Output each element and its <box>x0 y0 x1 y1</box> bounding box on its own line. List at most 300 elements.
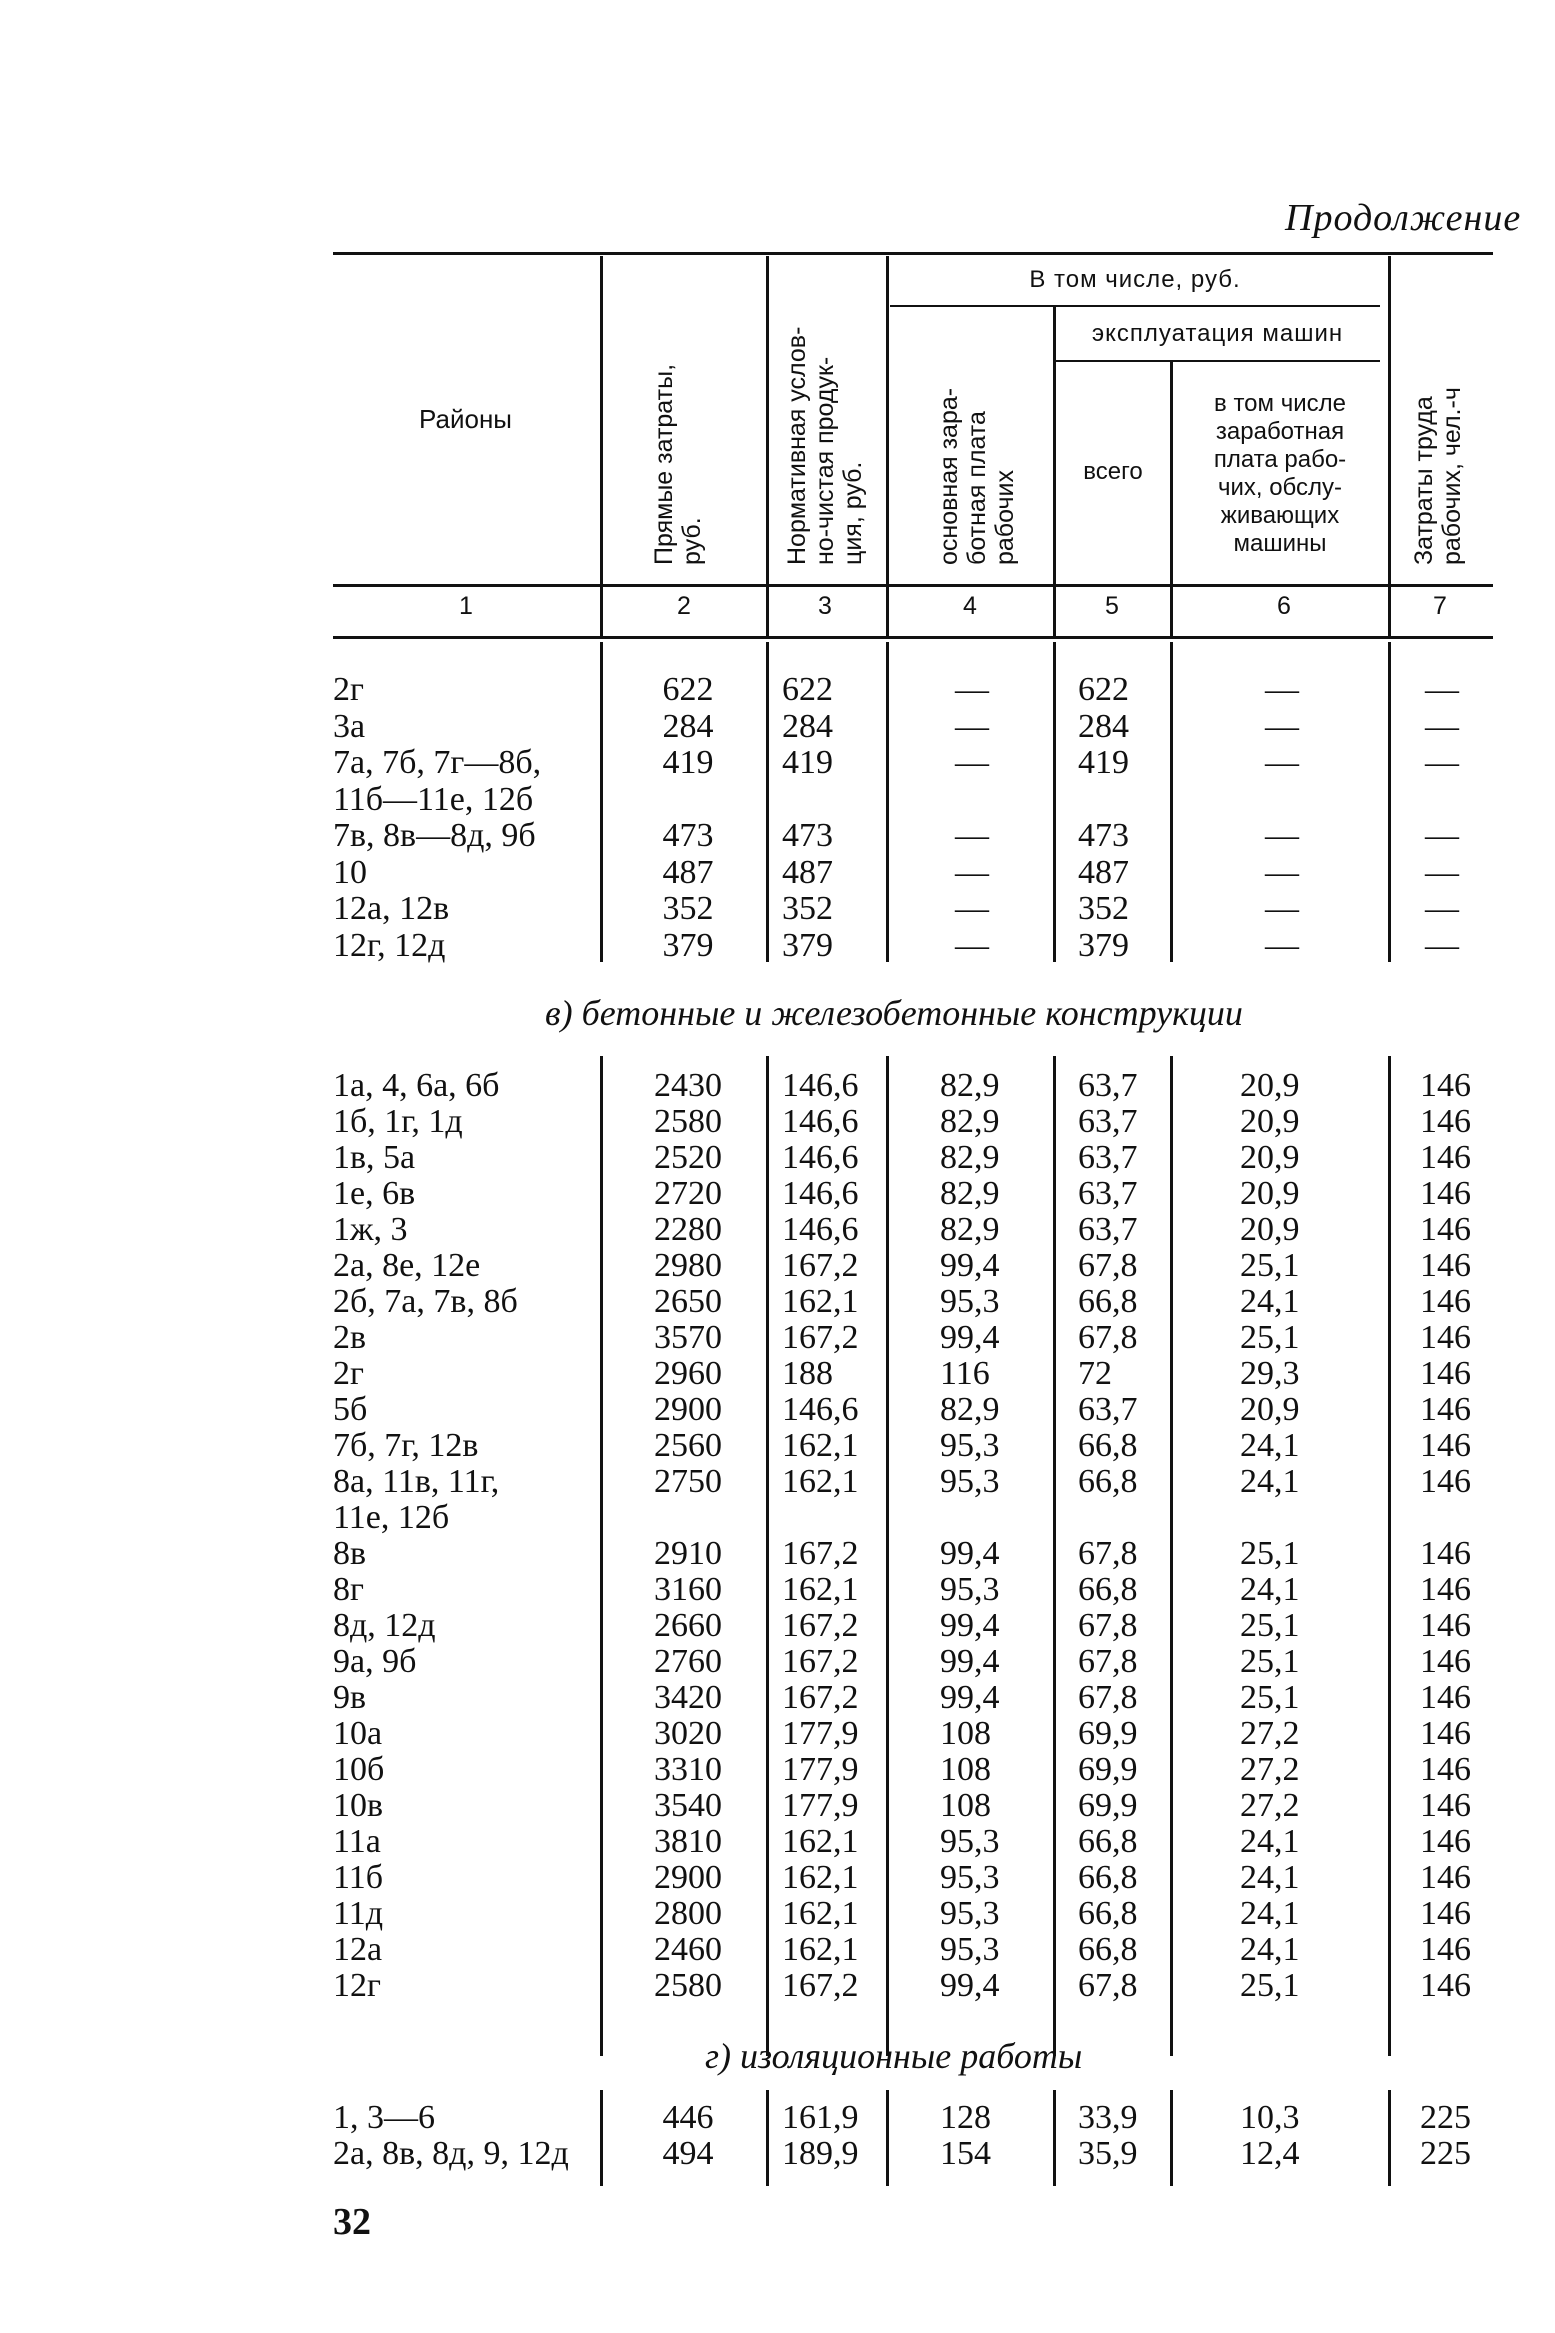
direct-costs-cell: 3540 <box>654 1787 722 1824</box>
table-row <box>0 1860 1555 1896</box>
labor-cost-cell: 146 <box>1420 1895 1471 1932</box>
base-wage-cell: 82,9 <box>940 1103 1000 1140</box>
base-wage-cell: 82,9 <box>940 1139 1000 1176</box>
machine-total-cell: 35,9 <box>1078 2135 1138 2172</box>
normative-product-cell: 162,1 <box>782 1859 859 1896</box>
base-wage-cell: — <box>955 671 989 708</box>
normative-product-cell: 161,9 <box>782 2099 859 2136</box>
labor-cost-cell: 146 <box>1420 1175 1471 1212</box>
direct-costs-cell: 2430 <box>654 1067 722 1104</box>
machine-wage-cell: 25,1 <box>1240 1643 1300 1680</box>
machine-total-cell: 66,8 <box>1078 1931 1138 1968</box>
direct-costs-cell: 352 <box>662 890 714 927</box>
region-cell: 12г <box>333 1967 381 2004</box>
labor-cost-cell: — <box>1425 707 1459 745</box>
labor-cost-cell: 146 <box>1420 1679 1471 1716</box>
subgroup-rule <box>1055 360 1380 362</box>
machine-wage-cell: 24,1 <box>1240 1427 1300 1464</box>
normative-product-cell: 146,6 <box>782 1103 859 1140</box>
direct-costs-cell: 3420 <box>654 1679 722 1716</box>
region-cell: 10в <box>333 1787 384 1824</box>
base-wage-cell: 95,3 <box>940 1427 1000 1464</box>
base-wage-cell: 108 <box>940 1751 991 1788</box>
region-cell: 1, 3—6 <box>333 2099 435 2136</box>
table-row <box>0 1968 1555 2004</box>
machine-wage-cell: 27,2 <box>1240 1751 1300 1788</box>
base-wage-cell: 82,9 <box>940 1175 1000 1212</box>
direct-costs-cell: 494 <box>662 2135 714 2172</box>
header-regions: Районы <box>419 404 512 434</box>
labor-cost-cell: 146 <box>1420 1535 1471 1572</box>
region-cell: 5б <box>333 1391 368 1428</box>
table-row <box>0 709 1555 745</box>
normative-product-cell: 162,1 <box>782 1463 859 1500</box>
base-wage-cell: 95,3 <box>940 1931 1000 1968</box>
table-row <box>0 1572 1555 1608</box>
normative-product-cell: 473 <box>782 817 833 854</box>
labor-cost-cell: 146 <box>1420 1859 1471 1896</box>
column-number: 2 <box>677 592 691 620</box>
labor-cost-cell: 146 <box>1420 1643 1471 1680</box>
region-cell: 2а, 8в, 8д, 9, 12д <box>333 2135 569 2172</box>
direct-costs-cell: 3160 <box>654 1571 722 1608</box>
machine-total-cell: 622 <box>1078 671 1129 708</box>
machine-wage-cell: 27,2 <box>1240 1715 1300 1752</box>
base-wage-cell: — <box>955 707 989 745</box>
header-normative-product: Нормативная услов- но-чистая продук- ция, руб. <box>783 326 867 565</box>
labor-cost-cell: 146 <box>1420 1103 1471 1140</box>
base-wage-cell: 116 <box>940 1355 990 1392</box>
machine-wage-cell: 29,3 <box>1240 1355 1300 1392</box>
region-cell: 2г <box>333 671 364 708</box>
normative-product-cell: 162,1 <box>782 1283 859 1320</box>
machine-wage-cell: 24,1 <box>1240 1859 1300 1896</box>
labor-cost-cell: — <box>1425 926 1459 964</box>
machine-total-cell: 63,7 <box>1078 1067 1138 1104</box>
direct-costs-cell: 419 <box>662 744 714 781</box>
direct-costs-cell: 284 <box>662 707 714 745</box>
machine-wage-cell: 20,9 <box>1240 1175 1300 1212</box>
normative-product-cell: 487 <box>782 853 833 891</box>
table-row <box>0 1788 1555 1824</box>
machine-total-cell: 352 <box>1078 890 1129 927</box>
machine-total-cell: 66,8 <box>1078 1463 1138 1500</box>
group-rule <box>890 305 1380 307</box>
machine-wage-cell: 20,9 <box>1240 1103 1300 1140</box>
machine-total-cell: 63,7 <box>1078 1391 1138 1428</box>
machine-wage-cell: — <box>1265 707 1299 745</box>
base-wage-cell: 95,3 <box>940 1283 1000 1320</box>
machine-wage-cell: — <box>1265 926 1299 964</box>
column-number: 6 <box>1277 592 1291 620</box>
region-cell: 8а, 11в, 11г, <box>333 1463 500 1500</box>
normative-product-cell: 167,2 <box>782 1679 859 1716</box>
normative-product-cell: 146,6 <box>782 1139 859 1176</box>
machine-total-cell: 67,8 <box>1078 1679 1138 1716</box>
direct-costs-cell: 487 <box>662 853 714 891</box>
column-number: 4 <box>963 592 977 620</box>
machine-total-cell: 63,7 <box>1078 1139 1138 1176</box>
region-cell: 10 <box>333 853 367 891</box>
machine-wage-cell: — <box>1265 853 1299 891</box>
machine-total-cell: 33,9 <box>1078 2099 1138 2136</box>
machine-wage-cell: 24,1 <box>1240 1283 1300 1320</box>
table-row <box>0 672 1555 708</box>
normative-product-cell: 167,2 <box>782 1247 859 1284</box>
direct-costs-cell: 2760 <box>654 1643 722 1680</box>
region-cell: 2в <box>333 1319 367 1356</box>
direct-costs-cell: 3020 <box>654 1715 722 1752</box>
table-row <box>0 1680 1555 1716</box>
base-wage-cell: — <box>955 926 989 964</box>
base-wage-cell: 128 <box>940 2099 991 2136</box>
header-machine-wage: в том числе заработная плата рабо- чих, обслу- живающих машины <box>1213 390 1347 557</box>
machine-wage-cell: 24,1 <box>1240 1463 1300 1500</box>
column-number: 5 <box>1105 592 1119 620</box>
column-number: 1 <box>459 592 473 620</box>
region-cell: 3а <box>333 707 366 745</box>
labor-cost-cell: 146 <box>1420 1463 1471 1500</box>
labor-cost-cell: 146 <box>1420 1391 1471 1428</box>
normative-product-cell: 167,2 <box>782 1319 859 1356</box>
labor-cost-cell: 146 <box>1420 1427 1471 1464</box>
header-vline <box>1053 307 1056 636</box>
direct-costs-cell: 2650 <box>654 1283 722 1320</box>
header-machine-operation: эксплуатация машин <box>1091 320 1344 347</box>
labor-cost-cell: 225 <box>1420 2099 1471 2136</box>
normative-product-cell: 146,6 <box>782 1067 859 1104</box>
machine-total-cell: 67,8 <box>1078 1535 1138 1572</box>
normative-product-cell: 352 <box>782 890 833 927</box>
table-row <box>0 928 1555 964</box>
table-row <box>0 1284 1555 1320</box>
direct-costs-cell: 622 <box>662 671 714 708</box>
region-cell: 1б, 1г, 1д <box>333 1103 463 1140</box>
base-wage-cell: 108 <box>940 1787 991 1824</box>
machine-total-cell: 66,8 <box>1078 1859 1138 1896</box>
table-row <box>0 1212 1555 1248</box>
table-row <box>0 2100 1555 2136</box>
machine-total-cell: 63,7 <box>1078 1211 1138 1248</box>
region-cell: 12г, 12д <box>333 926 446 964</box>
header-base-wage: основная зара- ботная плата рабочих <box>935 387 1019 565</box>
table-row <box>0 782 1555 818</box>
section-v-title: в) бетонные и железобетонные конструкции <box>545 993 1243 1033</box>
base-wage-cell: 99,4 <box>940 1967 1000 2004</box>
table-row <box>0 1500 1555 1536</box>
machine-wage-cell: 25,1 <box>1240 1319 1300 1356</box>
header-bottom-rule <box>333 584 1493 587</box>
machine-total-cell: 66,8 <box>1078 1895 1138 1932</box>
base-wage-cell: — <box>955 744 989 781</box>
direct-costs-cell: 2910 <box>654 1535 722 1572</box>
table-row <box>0 1608 1555 1644</box>
machine-wage-cell: 25,1 <box>1240 1967 1300 2004</box>
table-row <box>0 1536 1555 1572</box>
table-row <box>0 1320 1555 1356</box>
page-number: 32 <box>333 2201 371 2243</box>
machine-wage-cell: 27,2 <box>1240 1787 1300 1824</box>
labor-cost-cell: — <box>1425 890 1459 927</box>
labor-cost-cell: 146 <box>1420 1823 1471 1860</box>
direct-costs-cell: 2750 <box>654 1463 722 1500</box>
base-wage-cell: — <box>955 817 989 854</box>
normative-product-cell: 419 <box>782 744 833 781</box>
labor-cost-cell: — <box>1425 853 1459 891</box>
table-row <box>0 1068 1555 1104</box>
header-labor-costs: Затраты труда рабочих, чел.-ч <box>1410 387 1466 565</box>
labor-cost-cell: 146 <box>1420 1283 1471 1320</box>
base-wage-cell: 95,3 <box>940 1463 1000 1500</box>
direct-costs-cell: 446 <box>662 2099 714 2136</box>
direct-costs-cell: 2900 <box>654 1391 722 1428</box>
table-row <box>0 1896 1555 1932</box>
machine-wage-cell: 24,1 <box>1240 1823 1300 1860</box>
region-cell: 11е, 12б <box>333 1499 450 1536</box>
normative-product-cell: 622 <box>782 671 833 708</box>
direct-costs-cell: 3310 <box>654 1751 722 1788</box>
region-cell: 1ж, 3 <box>333 1211 408 1248</box>
table-row <box>0 1104 1555 1140</box>
machine-total-cell: 63,7 <box>1078 1175 1138 1212</box>
machine-total-cell: 72 <box>1078 1355 1112 1392</box>
normative-product-cell: 167,2 <box>782 1535 859 1572</box>
header-top-rule <box>333 252 1493 255</box>
machine-wage-cell: 24,1 <box>1240 1895 1300 1932</box>
column-number: 7 <box>1433 592 1447 620</box>
base-wage-cell: 99,4 <box>940 1247 1000 1284</box>
machine-total-cell: 69,9 <box>1078 1787 1138 1824</box>
labor-cost-cell: 146 <box>1420 1355 1471 1392</box>
normative-product-cell: 177,9 <box>782 1751 859 1788</box>
region-cell: 10а <box>333 1715 383 1752</box>
machine-wage-cell: 20,9 <box>1240 1139 1300 1176</box>
header-direct-costs: Прямые затраты, руб. <box>650 363 706 565</box>
header-total: всего <box>1083 458 1143 485</box>
machine-total-cell: 67,8 <box>1078 1247 1138 1284</box>
direct-costs-cell: 473 <box>662 817 714 854</box>
base-wage-cell: — <box>955 853 989 891</box>
machine-total-cell: 67,8 <box>1078 1319 1138 1356</box>
column-number: 3 <box>818 592 832 620</box>
machine-wage-cell: 24,1 <box>1240 1931 1300 1968</box>
machine-total-cell: 67,8 <box>1078 1607 1138 1644</box>
region-cell: 1е, 6в <box>333 1175 416 1212</box>
table-row <box>0 818 1555 854</box>
labor-cost-cell: 146 <box>1420 1211 1471 1248</box>
header-vline <box>886 256 889 636</box>
table-row <box>0 1644 1555 1680</box>
machine-wage-cell: 20,9 <box>1240 1211 1300 1248</box>
region-cell: 2г <box>333 1355 364 1392</box>
labor-cost-cell: — <box>1425 817 1459 854</box>
machine-total-cell: 66,8 <box>1078 1823 1138 1860</box>
direct-costs-cell: 2580 <box>654 1103 722 1140</box>
base-wage-cell: 99,4 <box>940 1607 1000 1644</box>
normative-product-cell: 162,1 <box>782 1931 859 1968</box>
table-row <box>0 891 1555 927</box>
machine-wage-cell: — <box>1265 890 1299 927</box>
region-cell: 7а, 7б, 7г—8б, <box>333 744 542 781</box>
region-cell: 11б <box>333 1859 384 1896</box>
table-row <box>0 1464 1555 1500</box>
direct-costs-cell: 3810 <box>654 1823 722 1860</box>
table-row <box>0 1176 1555 1212</box>
machine-wage-cell: 25,1 <box>1240 1247 1300 1284</box>
normative-product-cell: 162,1 <box>782 1895 859 1932</box>
machine-total-cell: 66,8 <box>1078 1571 1138 1608</box>
header-vline <box>766 256 769 636</box>
header-vline <box>1170 362 1173 636</box>
table-row <box>0 2136 1555 2172</box>
machine-wage-cell: 10,3 <box>1240 2099 1300 2136</box>
normative-product-cell: 162,1 <box>782 1823 859 1860</box>
region-cell: 8г <box>333 1571 364 1608</box>
normative-product-cell: 167,2 <box>782 1643 859 1680</box>
table-row <box>0 1824 1555 1860</box>
labor-cost-cell: 146 <box>1420 1967 1471 2004</box>
normative-product-cell: 177,9 <box>782 1715 859 1752</box>
base-wage-cell: 95,3 <box>940 1859 1000 1896</box>
base-wage-cell: 82,9 <box>940 1211 1000 1248</box>
machine-total-cell: 419 <box>1078 744 1129 781</box>
region-cell: 8в <box>333 1535 367 1572</box>
normative-product-cell: 167,2 <box>782 1967 859 2004</box>
table-row <box>0 1356 1555 1392</box>
machine-total-cell: 63,7 <box>1078 1103 1138 1140</box>
region-cell: 7в, 8в—8д, 9б <box>333 817 536 854</box>
labor-cost-cell: 146 <box>1420 1571 1471 1608</box>
region-cell: 2а, 8е, 12е <box>333 1247 481 1284</box>
machine-total-cell: 284 <box>1078 707 1129 745</box>
labor-cost-cell: 146 <box>1420 1787 1471 1824</box>
region-cell: 12а <box>333 1931 383 1968</box>
base-wage-cell: 95,3 <box>940 1895 1000 1932</box>
table-row <box>0 1392 1555 1428</box>
labor-cost-cell: 146 <box>1420 1751 1471 1788</box>
direct-costs-cell: 2900 <box>654 1859 722 1896</box>
normative-product-cell: 189,9 <box>782 2135 859 2172</box>
normative-product-cell: 146,6 <box>782 1391 859 1428</box>
machine-wage-cell: 20,9 <box>1240 1067 1300 1104</box>
base-wage-cell: 95,3 <box>940 1823 1000 1860</box>
normative-product-cell: 146,6 <box>782 1211 859 1248</box>
table-row <box>0 1716 1555 1752</box>
region-cell: 8д, 12д <box>333 1607 436 1644</box>
machine-wage-cell: 20,9 <box>1240 1391 1300 1428</box>
machine-total-cell: 66,8 <box>1078 1283 1138 1320</box>
base-wage-cell: 95,3 <box>940 1571 1000 1608</box>
table-row <box>0 1932 1555 1968</box>
labor-cost-cell: 225 <box>1420 2135 1471 2172</box>
base-wage-cell: 82,9 <box>940 1391 1000 1428</box>
table-row <box>0 745 1555 781</box>
region-cell: 10б <box>333 1751 385 1788</box>
machine-total-cell: 67,8 <box>1078 1967 1138 2004</box>
header-vline <box>600 256 603 636</box>
direct-costs-cell: 2800 <box>654 1895 722 1932</box>
direct-costs-cell: 2460 <box>654 1931 722 1968</box>
region-cell: 11а <box>333 1823 381 1860</box>
table-row <box>0 1428 1555 1464</box>
direct-costs-cell: 2280 <box>654 1211 722 1248</box>
base-wage-cell: 99,4 <box>940 1535 1000 1572</box>
machine-total-cell: 67,8 <box>1078 1643 1138 1680</box>
region-cell: 7б, 7г, 12в <box>333 1427 479 1464</box>
region-cell: 9а, 9б <box>333 1643 417 1680</box>
normative-product-cell: 177,9 <box>782 1787 859 1824</box>
table-row <box>0 1752 1555 1788</box>
machine-wage-cell: 24,1 <box>1240 1571 1300 1608</box>
normative-product-cell: 162,1 <box>782 1571 859 1608</box>
machine-total-cell: 66,8 <box>1078 1427 1138 1464</box>
base-wage-cell: 108 <box>940 1715 991 1752</box>
base-wage-cell: 154 <box>940 2135 991 2172</box>
region-cell: 11б—11е, 12б <box>333 780 534 818</box>
labor-cost-cell: 146 <box>1420 1931 1471 1968</box>
table-row <box>0 1140 1555 1176</box>
region-cell: 11д <box>333 1895 384 1932</box>
direct-costs-cell: 2560 <box>654 1427 722 1464</box>
base-wage-cell: 99,4 <box>940 1643 1000 1680</box>
table-row <box>0 1248 1555 1284</box>
machine-wage-cell: 12,4 <box>1240 2135 1300 2172</box>
machine-total-cell: 69,9 <box>1078 1715 1138 1752</box>
machine-wage-cell: 25,1 <box>1240 1607 1300 1644</box>
normative-product-cell: 167,2 <box>782 1607 859 1644</box>
labor-cost-cell: 146 <box>1420 1067 1471 1104</box>
table-row <box>0 855 1555 891</box>
labor-cost-cell: 146 <box>1420 1607 1471 1644</box>
labor-cost-cell: — <box>1425 671 1459 708</box>
normative-product-cell: 162,1 <box>782 1427 859 1464</box>
normative-product-cell: 284 <box>782 707 833 745</box>
numbers-bottom-rule <box>333 636 1493 639</box>
region-cell: 12а, 12в <box>333 890 450 927</box>
machine-wage-cell: 25,1 <box>1240 1679 1300 1716</box>
machine-wage-cell: — <box>1265 671 1299 708</box>
normative-product-cell: 188 <box>782 1355 833 1392</box>
region-cell: 1а, 4, 6а, 6б <box>333 1067 500 1104</box>
direct-costs-cell: 379 <box>662 926 714 964</box>
direct-costs-cell: 2660 <box>654 1607 722 1644</box>
machine-total-cell: 69,9 <box>1078 1751 1138 1788</box>
base-wage-cell: — <box>955 890 989 927</box>
base-wage-cell: 82,9 <box>940 1067 1000 1104</box>
base-wage-cell: 99,4 <box>940 1679 1000 1716</box>
direct-costs-cell: 2720 <box>654 1175 722 1212</box>
direct-costs-cell: 2960 <box>654 1355 722 1392</box>
normative-product-cell: 379 <box>782 926 833 964</box>
region-cell: 1в, 5а <box>333 1139 416 1176</box>
header-including: В том числе, руб. <box>1029 266 1241 293</box>
machine-total-cell: 379 <box>1078 926 1129 964</box>
machine-wage-cell: 25,1 <box>1240 1535 1300 1572</box>
labor-cost-cell: 146 <box>1420 1715 1471 1752</box>
region-cell: 9в <box>333 1679 367 1716</box>
machine-total-cell: 473 <box>1078 817 1129 854</box>
region-cell: 2б, 7а, 7в, 8б <box>333 1283 518 1320</box>
labor-cost-cell: 146 <box>1420 1247 1471 1284</box>
base-wage-cell: 99,4 <box>940 1319 1000 1356</box>
header-vline <box>1388 256 1391 636</box>
machine-total-cell: 487 <box>1078 853 1129 891</box>
direct-costs-cell: 2980 <box>654 1247 722 1284</box>
direct-costs-cell: 3570 <box>654 1319 722 1356</box>
normative-product-cell: 146,6 <box>782 1175 859 1212</box>
section-g-title: г) изоляционные работы <box>705 2036 1083 2076</box>
machine-wage-cell: — <box>1265 817 1299 854</box>
